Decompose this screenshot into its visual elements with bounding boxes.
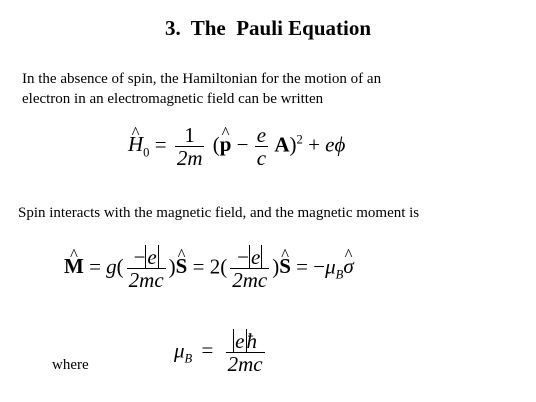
close-paren: ): [289, 132, 297, 157]
fraction-denominator: 2mc: [128, 268, 164, 293]
g-factor: g: [106, 254, 117, 279]
open-paren: (: [116, 254, 124, 279]
abs-charge: e: [147, 245, 157, 269]
scalar-potential-term: eϕ: [325, 132, 346, 157]
section-title-text: The Pauli Equation: [190, 16, 372, 40]
bohr-subscript: B: [335, 267, 344, 282]
fraction-numerator: [235, 246, 264, 268]
open-paren-2: (: [220, 254, 228, 279]
hamiltonian-subscript: 0: [143, 145, 150, 160]
bohr-magneton-equation: [174, 330, 268, 375]
fraction-ehbar-over-2mc: [226, 330, 265, 375]
negative-sign: −: [313, 254, 326, 279]
equals-sign: =: [89, 254, 101, 279]
fraction-one-over-2m: [175, 124, 205, 169]
fraction-numerator: [132, 246, 161, 268]
bohr-magneton: μ: [325, 254, 336, 279]
spin-operator-2: ^ S: [279, 254, 291, 279]
section-title: [0, 16, 536, 41]
plus-sign: +: [308, 132, 320, 157]
fraction-numerator: e: [256, 123, 267, 147]
minus-sign: −: [237, 245, 249, 269]
intro-line-2: electron in an electromagnetic field can be written: [22, 91, 324, 107]
h-bar: ħ: [246, 329, 257, 353]
fraction-charge-over-2mc: [127, 246, 166, 291]
minus-sign: −: [236, 132, 249, 157]
equals-sign: =: [201, 338, 214, 363]
where-label: where: [52, 357, 89, 373]
fraction-numerator: [231, 330, 259, 352]
close-paren: ): [168, 254, 176, 279]
moment-operator: ^ M: [64, 254, 84, 279]
factor-two: 2: [209, 254, 221, 279]
spin-operator: ^ S: [176, 254, 188, 279]
pauli-sigma: ^ σ: [343, 254, 353, 279]
bohr-magneton: μ: [174, 338, 185, 363]
fraction-charge-over-2mc-2: [230, 246, 269, 291]
vector-potential: A: [274, 132, 290, 157]
section-number: 3.: [164, 16, 181, 40]
exponent: 2: [296, 132, 303, 147]
fraction-denominator: 2mc: [227, 352, 263, 377]
fraction-denominator: 2mc: [232, 268, 268, 293]
abs-charge: e: [235, 329, 245, 353]
minus-sign: −: [133, 245, 146, 269]
fraction-denominator: 2m: [176, 146, 203, 171]
magnetic-moment-equation: [64, 246, 354, 291]
intro-line-1: In the absence of spin, the Hamiltonian for the motion of an: [22, 71, 382, 87]
fraction-numerator: 1: [184, 123, 195, 147]
fraction-denominator: c: [256, 146, 267, 171]
bohr-subscript: B: [184, 351, 193, 366]
hamiltonian-symbol: ^ H: [128, 132, 143, 157]
spin-sentence: Spin interacts with the magnetic field, and the magnetic moment is: [18, 205, 420, 221]
momentum-operator: ^ p: [220, 132, 232, 157]
equals-sign: =: [154, 132, 167, 157]
abs-charge: e: [250, 245, 261, 269]
equals-sign-2: =: [192, 254, 205, 279]
hamiltonian-equation: [128, 124, 345, 169]
intro-paragraph: [22, 69, 381, 109]
fraction-e-over-c: [255, 124, 268, 169]
open-paren: (: [212, 132, 220, 157]
close-paren-2: ): [272, 254, 280, 279]
equals-sign-3: =: [296, 254, 308, 279]
